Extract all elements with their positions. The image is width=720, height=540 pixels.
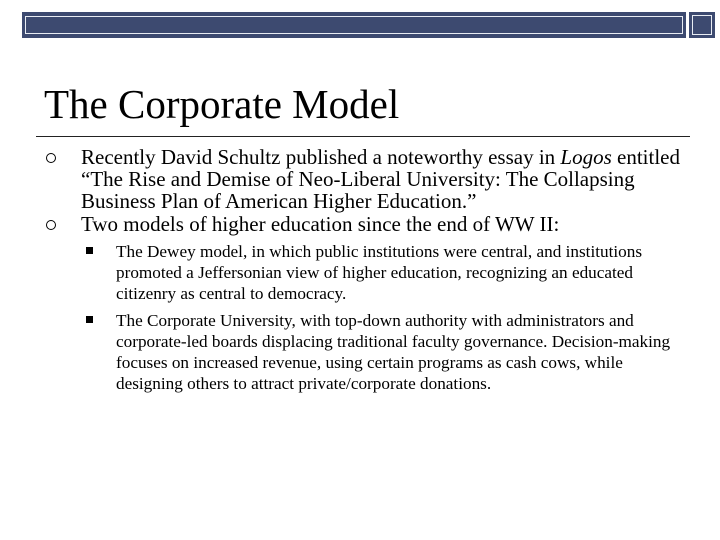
bullet-text-part: Two models of higher education since the end of WW II: (81, 212, 560, 236)
bullet-text-part: entitled “The Rise and Demise of Neo-Liberal University: The Collapsing Business Plan of American Higher Education.” (81, 145, 680, 213)
slide-title: The Corporate Model (44, 81, 400, 127)
square-bullet-icon (86, 316, 93, 323)
bullet-item (46, 213, 686, 235)
square-bullet-icon (86, 247, 93, 254)
sub-bullet-text: The Dewey model, in which public institutions were central, and institutions promoted a Jeffersonian view of higher education, recognizing an educated citizenry as central to democracy. (116, 242, 643, 303)
sub-bullet-item (46, 310, 686, 394)
header-bar (22, 12, 686, 38)
bullet-list (46, 146, 686, 400)
sub-bullet-list (46, 241, 686, 394)
sub-bullet-text: The Corporate University, with top-down authority with administrators and corporate-led boards displacing traditional faculty governance. Decision-making focuses on increased revenue, using certain programs as cash cows, while designing others to attract private/corporate donations. (116, 311, 671, 393)
bullet-text-part: Recently David Schultz published a noteworthy essay in (81, 145, 561, 169)
title-divider (36, 136, 690, 137)
publication-title-italic: Logos (560, 145, 612, 169)
hollow-circle-bullet-icon (46, 153, 56, 163)
sub-bullet-item (46, 241, 686, 304)
bullet-item (46, 146, 686, 212)
header-corner-box (689, 12, 715, 38)
hollow-circle-bullet-icon (46, 220, 56, 230)
